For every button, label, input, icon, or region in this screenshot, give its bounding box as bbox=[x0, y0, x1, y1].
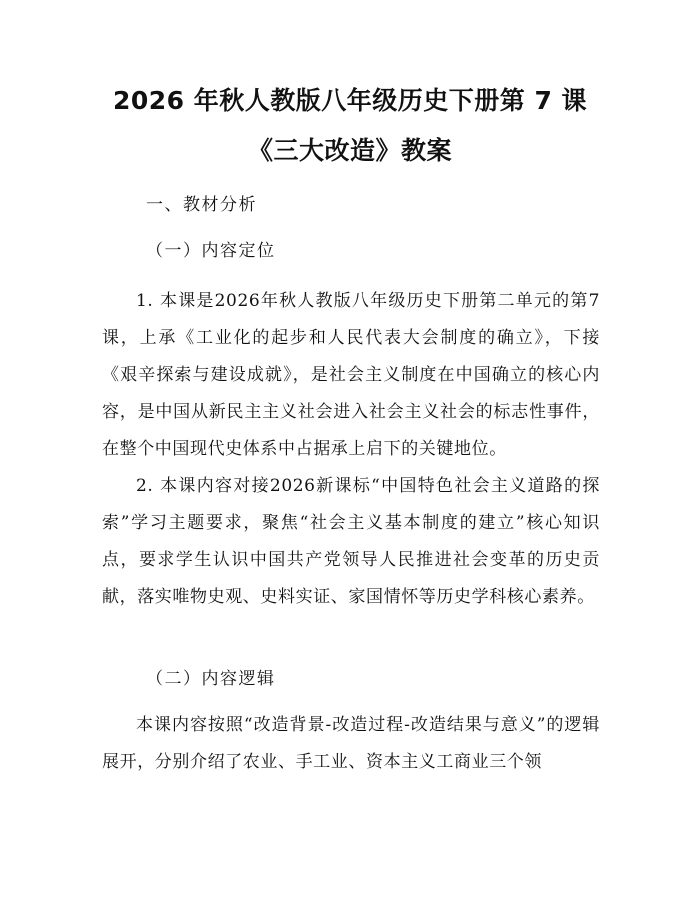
section-heading-textbook-analysis: 一、教材分析 bbox=[146, 195, 257, 215]
paragraph-1: 1. 本课是2026年秋人教版八年级历史下册第二单元的第7课，上承《工业化的起步和人民代表大会制度的确立》，下接《艰辛探索与建设成就》，是社会主义制度在中国确立的核心内容，是中国从新民主主义社会进入社会主义社会的标志性事件，在整个中国现代史体系中占据承上启下的关键地位。 bbox=[102, 291, 600, 459]
subsection-heading-content-positioning: （一）内容定位 bbox=[146, 241, 276, 261]
paragraph-2: 2. 本课内容对接2026新课标“中国特色社会主义道路的探索”学习主题要求，聚焦“社会主义基本制度的建立”核心知识点，要求学生认识中国共产党领导人民推进社会变革的历史贡献，落实唯物史观、史料实证、家国情怀等历史学科核心素养。 bbox=[102, 476, 600, 607]
paragraph-3: 本课内容按照“改造背景-改造过程-改造结果与意义”的逻辑展开，分别介绍了农业、手工业、资本主义工商业三个领 bbox=[102, 715, 600, 772]
document-title: 2026 年秋人教版八年级历史下册第 7 课《三大改造》教案 bbox=[112, 86, 588, 165]
subsection-heading-content-logic: （二）内容逻辑 bbox=[146, 669, 276, 689]
